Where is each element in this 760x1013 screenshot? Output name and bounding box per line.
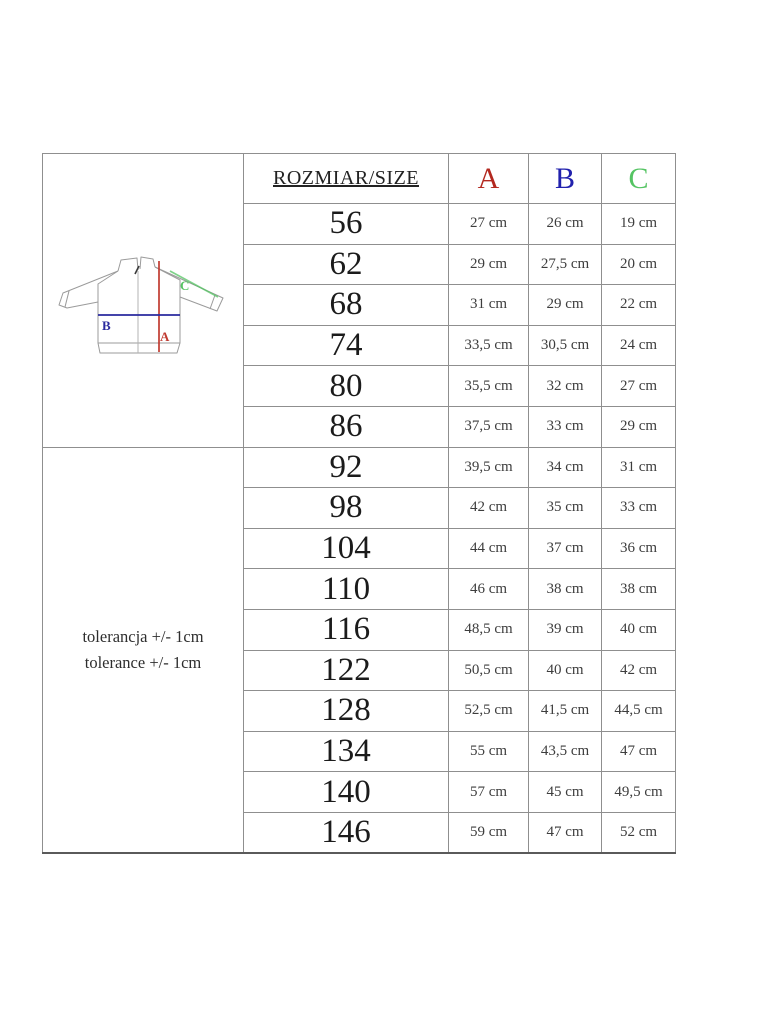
- b-value-cell: 30,5 cm: [529, 325, 602, 366]
- size-cell: 110: [244, 569, 449, 610]
- jacket-illustration-cell: [43, 154, 244, 448]
- a-value-cell: 37,5 cm: [449, 406, 529, 447]
- b-value-cell: 41,5 cm: [529, 691, 602, 732]
- size-cell: 80: [244, 366, 449, 407]
- b-value-cell: 38 cm: [529, 569, 602, 610]
- a-value-cell: 55 cm: [449, 731, 529, 772]
- c-value-cell: 20 cm: [602, 244, 676, 285]
- a-value-cell: 52,5 cm: [449, 691, 529, 732]
- b-value-cell: 26 cm: [529, 204, 602, 245]
- jacket-diagram: [51, 255, 236, 363]
- c-value-cell: 38 cm: [602, 569, 676, 610]
- size-cell: 68: [244, 285, 449, 326]
- c-value-cell: 36 cm: [602, 528, 676, 569]
- c-value-cell: 47 cm: [602, 731, 676, 772]
- a-value-cell: 27 cm: [449, 204, 529, 245]
- a-value-cell: 29 cm: [449, 244, 529, 285]
- a-value-cell: 46 cm: [449, 569, 529, 610]
- a-value-cell: 59 cm: [449, 812, 529, 853]
- measure-label-c: C: [179, 278, 189, 294]
- size-cell: 116: [244, 609, 449, 650]
- a-value-cell: 48,5 cm: [449, 609, 529, 650]
- c-value-cell: 52 cm: [602, 812, 676, 853]
- b-value-cell: 39 cm: [529, 609, 602, 650]
- tolerance-line-pl: tolerancja +/- 1cm: [82, 627, 204, 647]
- b-value-cell: 40 cm: [529, 650, 602, 691]
- c-value-cell: 31 cm: [602, 447, 676, 488]
- b-value-cell: 43,5 cm: [529, 731, 602, 772]
- c-value-cell: 24 cm: [602, 325, 676, 366]
- size-cell: 104: [244, 528, 449, 569]
- size-cell: 56: [244, 204, 449, 245]
- size-header-label: ROZMIAR/SIZE: [273, 167, 419, 189]
- a-value-cell: 33,5 cm: [449, 325, 529, 366]
- measure-label-a: A: [159, 329, 169, 345]
- b-value-cell: 33 cm: [529, 406, 602, 447]
- a-value-cell: 50,5 cm: [449, 650, 529, 691]
- tolerance-line-en: tolerance +/- 1cm: [84, 652, 202, 672]
- a-value-cell: 57 cm: [449, 772, 529, 813]
- tolerance-cell: [43, 447, 244, 853]
- size-header-cell: [244, 154, 449, 204]
- column-c-header: C: [602, 154, 676, 204]
- column-b-header: B: [529, 154, 602, 204]
- c-value-cell: 40 cm: [602, 609, 676, 650]
- b-value-cell: 34 cm: [529, 447, 602, 488]
- size-cell: 128: [244, 691, 449, 732]
- size-cell: 146: [244, 812, 449, 853]
- b-value-cell: 32 cm: [529, 366, 602, 407]
- header-row: [43, 154, 676, 204]
- size-cell: 74: [244, 325, 449, 366]
- size-cell: 98: [244, 488, 449, 529]
- table-row: [43, 447, 676, 488]
- b-value-cell: 27,5 cm: [529, 244, 602, 285]
- size-cell: 92: [244, 447, 449, 488]
- size-cell: 62: [244, 244, 449, 285]
- c-value-cell: 29 cm: [602, 406, 676, 447]
- a-value-cell: 44 cm: [449, 528, 529, 569]
- c-value-cell: 44,5 cm: [602, 691, 676, 732]
- jacket-outline: [59, 257, 223, 353]
- measure-label-b: B: [101, 318, 111, 334]
- b-value-cell: 47 cm: [529, 812, 602, 853]
- a-value-cell: 35,5 cm: [449, 366, 529, 407]
- size-cell: 86: [244, 406, 449, 447]
- a-value-cell: 42 cm: [449, 488, 529, 529]
- size-cell: 122: [244, 650, 449, 691]
- b-value-cell: 37 cm: [529, 528, 602, 569]
- b-value-cell: 45 cm: [529, 772, 602, 813]
- a-value-cell: 39,5 cm: [449, 447, 529, 488]
- c-value-cell: 49,5 cm: [602, 772, 676, 813]
- measure-line-c: [170, 271, 218, 297]
- c-value-cell: 27 cm: [602, 366, 676, 407]
- column-a-header: A: [449, 154, 529, 204]
- c-value-cell: 33 cm: [602, 488, 676, 529]
- b-value-cell: 35 cm: [529, 488, 602, 529]
- b-value-cell: 29 cm: [529, 285, 602, 326]
- a-value-cell: 31 cm: [449, 285, 529, 326]
- size-chart-table: [42, 153, 676, 854]
- c-value-cell: 22 cm: [602, 285, 676, 326]
- size-cell: 140: [244, 772, 449, 813]
- c-value-cell: 19 cm: [602, 204, 676, 245]
- size-cell: 134: [244, 731, 449, 772]
- c-value-cell: 42 cm: [602, 650, 676, 691]
